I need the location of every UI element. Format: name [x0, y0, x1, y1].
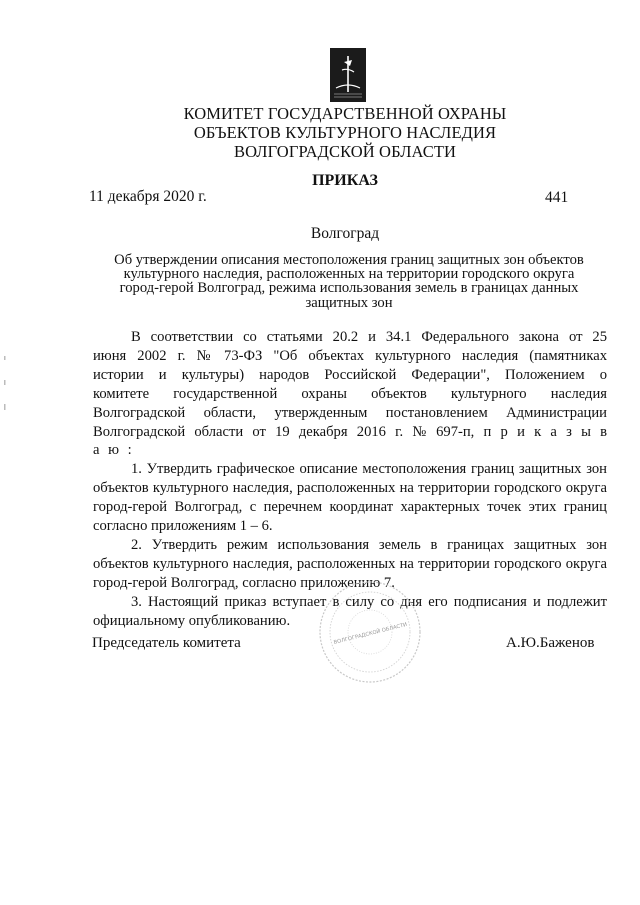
scan-margin-marks	[2, 356, 10, 416]
organization-name	[0, 104, 640, 161]
body-paragraph-3: 2. Утвердить режим использования земель в границах защитных зон объектов культурного наследия, расположенных на территории городского округа город-герой Волгоград, согласно приложению 7.	[93, 536, 607, 591]
document-date: 11 декабря 2020 г.	[89, 188, 207, 205]
coat-of-arms-emblem	[330, 48, 366, 102]
document-type: ПРИКАЗ	[312, 172, 378, 189]
official-seal-stamp	[316, 578, 424, 686]
body-paragraph-1: В соответствии со статьями 20.2 и 34.1 Федерального закона от 25 июня 2002 г. № 73-ФЗ "Об объектах культурного наследия (памятниках истории и культуры) народов Российской Федерации", Положением о комитете государственной охраны объектов культурного наследия Волгоградской области, утвержденным постановлением Администрации Волгоградской области от 19 декабря 2016 г. № 697-п, п р и к а з ы в а ю :	[93, 329, 607, 459]
org-line-2: ОБЪЕКТОВ КУЛЬТУРНОГО НАСЛЕДИЯ	[193, 123, 497, 142]
body-paragraph-4: 3. Настоящий приказ вступает в силу со дня его подписания и подлежит официальному опубликованию.	[93, 593, 607, 629]
signatory-title: Председатель комитета	[92, 635, 241, 651]
org-line-3: ВОЛГОГРАДСКОЙ ОБЛАСТИ	[233, 142, 457, 161]
signatory-name: А.Ю.Баженов	[506, 635, 595, 651]
seal-text: ВОЛГОГРАДСКОЙ ОБЛАСТИ	[333, 621, 408, 646]
org-line-1: КОМИТЕТ ГОСУДАРСТВЕННОЙ ОХРАНЫ	[183, 104, 507, 123]
margin-marks-graphic	[2, 356, 10, 416]
document-city: Волгоград	[310, 225, 380, 242]
document-number: 441	[545, 189, 569, 206]
body-paragraph-2: 1. Утвердить графическое описание местоположения границ защитных зон объектов культурного наследия, расположенных на территории городского округа город-герой Волгоград, с перечнем координат характерных точек этих границ согласно приложениям 1 – 6.	[93, 461, 607, 535]
emblem-graphic	[330, 48, 366, 102]
document-subject: Об утверждении описания местоположения границ защитных зон объектов культурного наследия, расположенных на территории городского округа город-герой Волгоград, режима использования земель в границах данных защитных зон	[114, 252, 584, 311]
seal-graphic	[316, 578, 424, 686]
